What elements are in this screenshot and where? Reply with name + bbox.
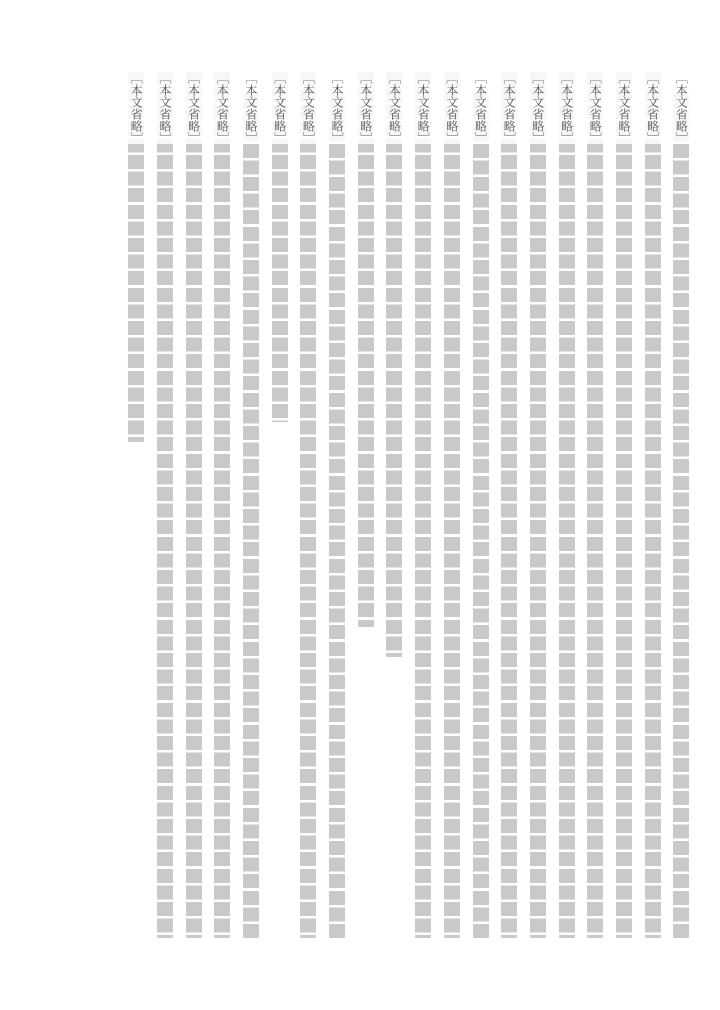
column-text: ［本文省略］ bbox=[298, 72, 318, 144]
text-column-12 bbox=[352, 72, 381, 938]
text-column-17 bbox=[208, 72, 237, 938]
text-column-16 bbox=[237, 72, 266, 938]
column-text: ［本文省略］ bbox=[356, 72, 376, 144]
text-column-15 bbox=[266, 72, 295, 938]
column-text: ［本文省略］ bbox=[585, 72, 605, 144]
text-column-2 bbox=[639, 72, 668, 938]
column-text: ［本文省略］ bbox=[184, 72, 204, 144]
column-text: ［本文省略］ bbox=[528, 72, 548, 144]
redacted-line bbox=[559, 72, 575, 938]
text-column-19 bbox=[151, 72, 180, 938]
redacted-line bbox=[616, 72, 632, 938]
redacted-line bbox=[530, 72, 546, 938]
redacted-line bbox=[444, 72, 460, 938]
column-text: ［本文省略］ bbox=[643, 72, 663, 144]
column-text: ［本文省略］ bbox=[557, 72, 577, 144]
column-text: ［本文省略］ bbox=[671, 72, 691, 144]
text-column-20 bbox=[122, 72, 151, 938]
redacted-line bbox=[157, 72, 173, 938]
text-column-6 bbox=[524, 72, 553, 938]
column-text: ［本文省略］ bbox=[241, 72, 261, 144]
text-column-7 bbox=[495, 72, 524, 938]
text-column-14 bbox=[294, 72, 323, 938]
text-column-5 bbox=[553, 72, 582, 938]
redacted-line bbox=[214, 72, 230, 938]
redacted-line bbox=[673, 94, 689, 938]
column-text: ［本文省略］ bbox=[471, 72, 491, 144]
column-text: ［本文省略］ bbox=[384, 72, 404, 144]
column-text: ［本文省略］ bbox=[499, 72, 519, 144]
redacted-line bbox=[501, 72, 517, 938]
text-column-11 bbox=[380, 72, 409, 938]
text-column-3 bbox=[610, 72, 639, 938]
column-text: ［本文省略］ bbox=[270, 72, 290, 144]
column-text: ［本文省略］ bbox=[212, 72, 232, 144]
column-text: ［本文省略］ bbox=[413, 72, 433, 144]
column-text: ［本文省略］ bbox=[614, 72, 634, 144]
text-column-18 bbox=[180, 72, 209, 938]
text-column-8 bbox=[467, 72, 496, 938]
redacted-line bbox=[415, 72, 431, 938]
column-text: ［本文省略］ bbox=[327, 72, 347, 144]
text-column-9 bbox=[438, 72, 467, 938]
text-column-4 bbox=[581, 72, 610, 938]
redacted-line bbox=[473, 94, 489, 938]
redacted-line bbox=[645, 72, 661, 938]
column-text: ［本文省略］ bbox=[155, 72, 175, 144]
text-column-10 bbox=[409, 72, 438, 938]
column-text: ［本文省略］ bbox=[442, 72, 462, 144]
text-column-13 bbox=[323, 72, 352, 938]
vertical-text-block bbox=[122, 72, 696, 938]
redacted-line bbox=[587, 72, 603, 938]
redacted-line bbox=[300, 72, 316, 938]
redacted-line bbox=[329, 94, 345, 938]
redacted-line bbox=[243, 94, 259, 938]
redacted-line bbox=[386, 72, 402, 657]
text-column-1 bbox=[667, 72, 696, 938]
redacted-line bbox=[358, 72, 374, 627]
column-text: ［本文省略］ bbox=[126, 72, 146, 144]
redacted-line bbox=[186, 72, 202, 938]
